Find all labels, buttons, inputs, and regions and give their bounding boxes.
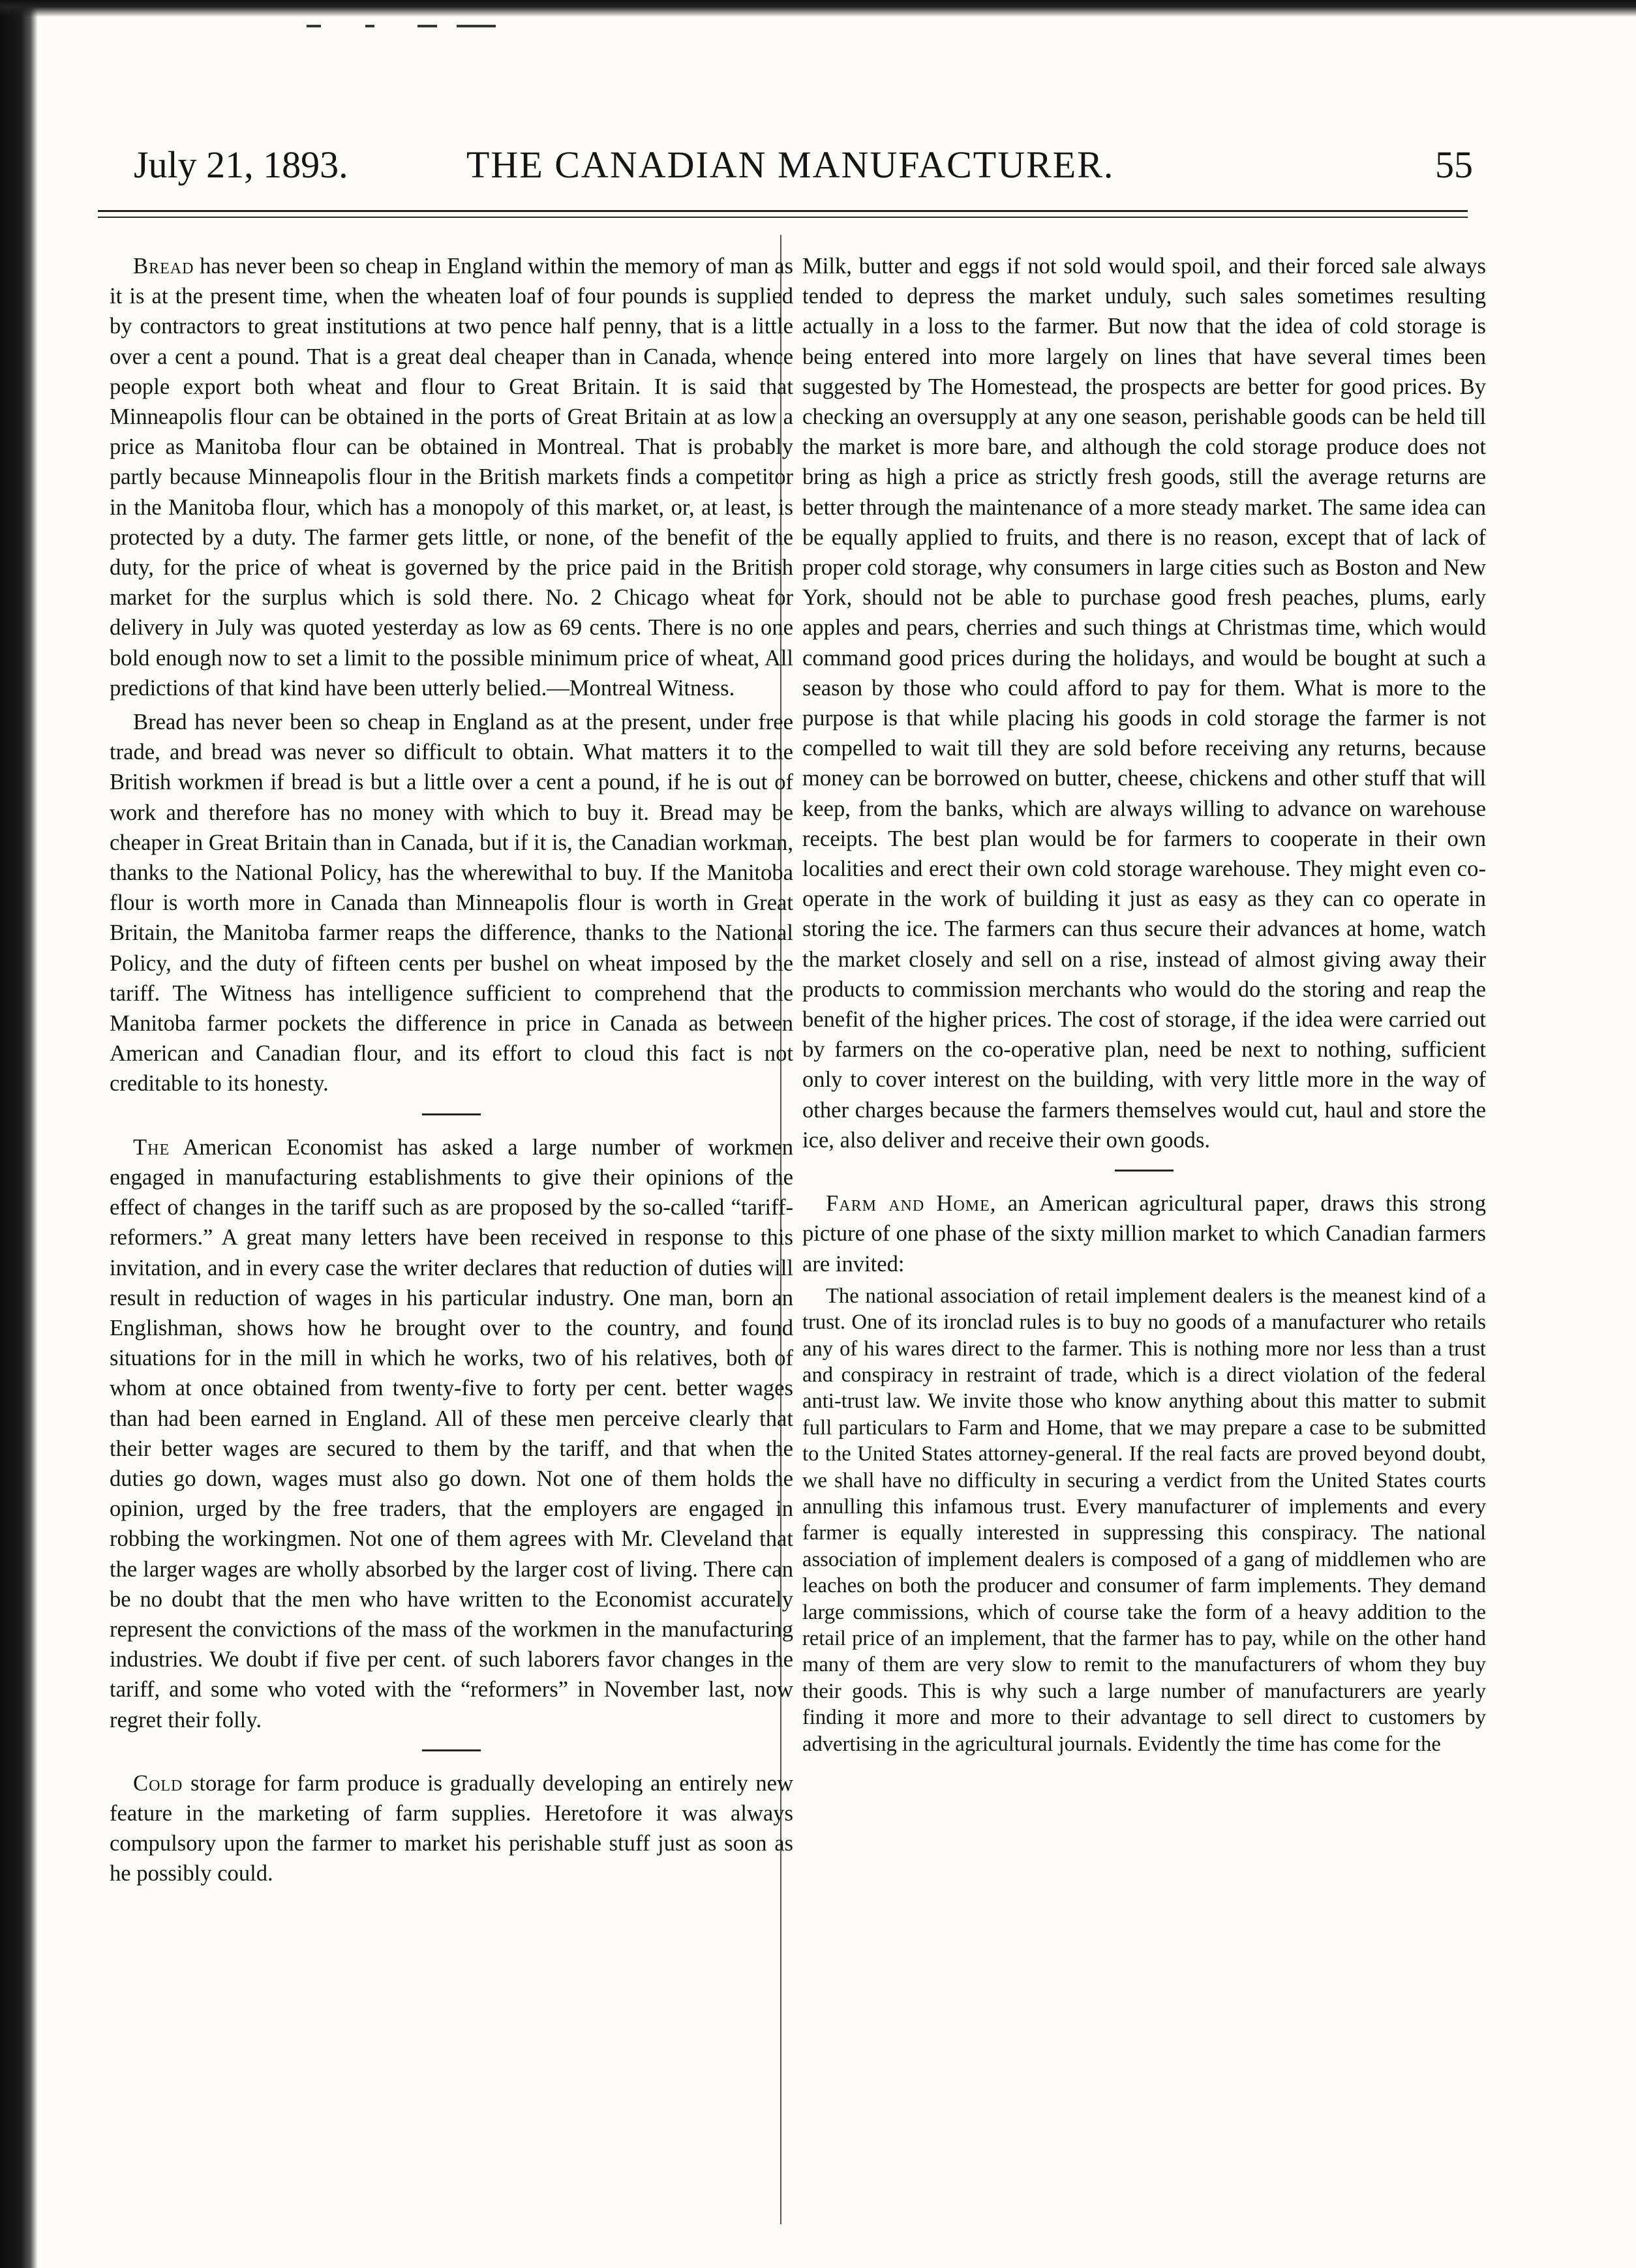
lead-word: The — [133, 1134, 170, 1160]
article-body: an American agricultural paper, draws this strong picture of one phase of the sixty million market to which Canadian farmers are invited: — [802, 1191, 1486, 1277]
publication-title: THE CANADIAN MANUFACTURER. — [466, 144, 1115, 186]
right-column — [802, 251, 1486, 2234]
page-number: 55 — [1435, 144, 1473, 186]
article-cold-storage-continued: Milk, butter and eggs if not sold would spoil, and their forced sale always tended to depress the market unduly, such sales sometimes resulting actually in a loss to the farmer. But now that the idea of cold storage is being entered into more largely on lines that have several times been suggested by The Homestead, the prospects are better for good prices. By checking an oversupply at any one season, perishable goods can be held till the market is more bare, and although the cold storage produce does not bring as high a price as strictly fresh goods, still the average returns are better through the maintenance of a more steady market. The same idea can be equally applied to fruits, and there is no reason, except that of lack of proper cold storage, why consumers in large cities such as Boston and New York, should not be able to purchase good fresh peaches, plums, early apples and pears, cherries and such things at Christmas time, which would command good prices during the holidays, and would be bought at such a season by those who could afford to pay for them. What is more to the purpose is that while placing his goods in cold storage the farmer is not compelled to wait till they are sold before receiving any returns, because money can be borrowed on butter, cheese, chickens and other stuff that will keep, from the banks, which are always willing to advance on warehouse receipts. The best plan would be for farmers to cooperate in their own localities and erect their own cold storage warehouse. They might even co-operate in the work of building it just as easy as they can co operate in storing the ice. The farmers can thus secure their advances at home, watch the market closely and sell on a rise, instead of almost giving away their products to commission merchants who would do the storing and reap the benefit of the higher prices. The cost of storage, if the idea were carried out by farmers on the co-operative plan, need be next to nothing, sufficient only to cover interest on the building, with very little more in the way of other charges because the farmers themselves would cut, haul and store the ice, also deliver and receive their own goods. — [802, 254, 1486, 1153]
lead-word: Bread — [133, 254, 194, 279]
section-separator — [1115, 1170, 1174, 1172]
scan-speck — [365, 25, 374, 27]
article-bread — [110, 251, 793, 703]
scan-speck — [457, 25, 496, 27]
binding-shadow — [0, 0, 38, 2268]
article-economist — [110, 1132, 793, 1735]
header-rule-secondary — [98, 217, 1468, 218]
top-edge-shadow — [0, 0, 1636, 17]
article-body: has never been so cheap in England within the memory of man as it is at the present time, when the wheaten loaf of four pounds is supplied by contractors to great institutions at two pence half penny, that is a little over a cent a pound. That is a great deal cheaper than in Canada, whence people export both wheat and flour to Great Britain. It is said that Minneapolis flour can be obtained in the ports of Great Britain at as low a price as Manitoba flour can be obtained in Montreal. That is probably partly because Minneapolis flour in the British markets finds a competitor in the Manitoba flour, which has a monopoly of this market, or, at least, is protected by a duty. The farmer gets little, or none, of the benefit of the duty, for the price of wheat is governed by the price paid in the British market for the surplus which is sold there. No. 2 Chicago wheat for delivery in July was quoted yesterday as low as 69 cents. There is no one bold enough now to set a limit to the possible minimum price of wheat, All predictions of that kind have been utterly belied.—Montreal Witness. — [110, 254, 793, 701]
issue-date: July 21, 1893. — [134, 144, 348, 186]
lead-word: Cold — [133, 1770, 183, 1796]
article-bread-reply: Bread has never been so cheap in England as at the present, under free trade, and bread was never so difficult to obtain. What matters it to the British workmen if bread is but a little over a cent a pound, if he is out of work and therefore has no money with which to buy it. Bread may be cheaper in Great Britain than in Canada, but if it is, the Canadian workman, thanks to the National Policy, has the wherewithal to buy. If the Manitoba flour is worth more in Canada than Minneapolis flour is worth in Great Britain, the Manitoba farmer reaps the difference, thanks to the National Policy, and the duty of fifteen cents per bushel on wheat imposed by the tariff. The Witness has intelligence sufficient to comprehend that the Manitoba farmer pockets the difference in price in Canada as between American and Canadian flour, and its effort to cloud this fact is not creditable to its honesty. — [110, 710, 793, 1096]
scan-speck — [307, 25, 321, 27]
quote-body: The national association of retail implement dealers is the meanest kind of a trust. One of its ironclad rules is to buy no goods of a manufacturer who retails any of his wares direct to the farmer. This is nothing more nor less than a trust and conspiracy in restraint of trade, which is a direct violation of the federal anti-trust law. We invite those who know anything about this matter to submit full particulars to Farm and Home, that we may prepare a case to be submitted to the United States attorney-general. If the real facts are proved beyond doubt, we shall have no difficulty in securing a verdict from the United States courts annulling this infamous trust. Every manufacturer of implements and every farmer is equally interested in suppressing this conspiracy. The national association of implement dealers is composed of a gang of middlemen who are leaches on both the producer and consumer of farm implements. They demand large commissions, which of course take the form of a heavy addition to the retail price of an implement, that the farmer has to pay, while on the other hand many of them are very slow to remit to the manufacturers of whom they buy their goods. This is why such a large number of manufacturers are yearly finding it more and more to their advantage to sell direct to customers by advertising in the agricultural journals. Evidently the time has come for the — [802, 1284, 1486, 1756]
article-farm-and-home — [802, 1188, 1486, 1279]
quoted-passage — [802, 1283, 1486, 1757]
article-body: storage for farm produce is gradually developing an entirely new feature in the marketing of farm supplies. Heretofore it was always compulsory upon the farmer to market his perishable stuff just as soon as he possibly could. — [110, 1770, 793, 1886]
header-rule — [98, 210, 1468, 212]
left-column — [110, 251, 793, 2234]
section-separator — [422, 1113, 481, 1115]
scan-speck — [417, 25, 437, 27]
section-separator — [422, 1749, 481, 1751]
article-body: American Economist has asked a large number of workmen engaged in manufacturing establishments to give their opinions of the effect of changes in the tariff such as are proposed by the so-called “tariff-reformers.” A great many letters have been received in response to this invitation, and in every case the writer declares that reduction of duties will result in reduction of wages in his particular industry. One man, born an Englishman, shows how he brought over to the country, and found situations for in the mill in which he works, two of his relatives, both of whom at once obtained from twenty-five to forty per cent. better wages than had been earned in England. All of these men perceive clearly that their better wages are secured to them by the tariff, and that when the duties go down, wages must also go down. Not one of them holds the opinion, urged by the free traders, that the employers are engaged in robbing the workingmen. Not one of them agrees with Mr. Cleveland that the larger wages are wholly absorbed by the larger cost of living. There can be no doubt that the men who have written to the Economist accurately represent the convictions of the mass of the workmen in the manufacturing industries. We doubt if five per cent. of such laborers favor changes in the tariff, and some who voted with the “reformers” in November last, now regret their folly. — [110, 1134, 793, 1732]
article-cold-storage — [110, 1768, 793, 1889]
lead-word: Farm and Home, — [826, 1191, 997, 1217]
